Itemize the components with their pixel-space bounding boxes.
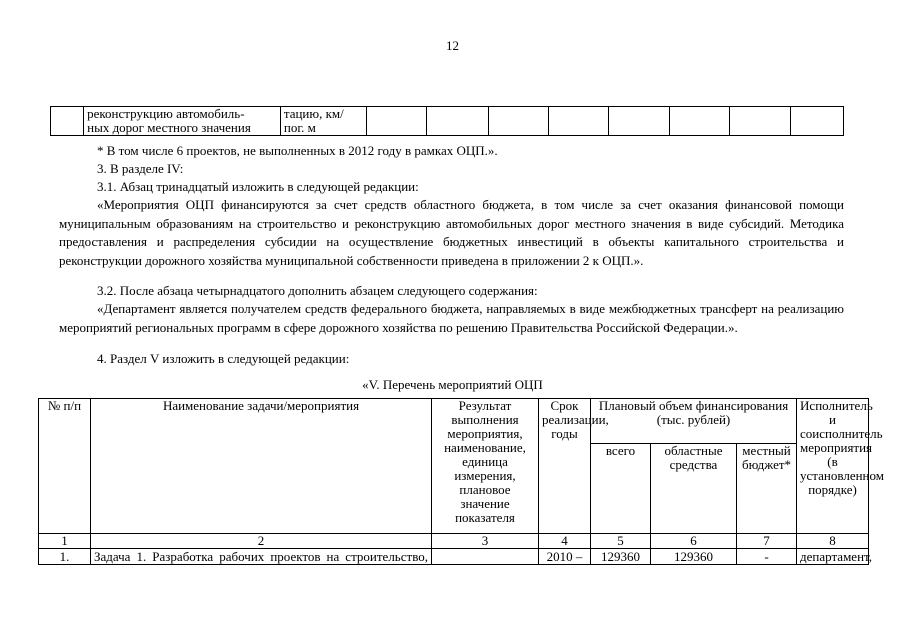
column-number: 6	[651, 534, 737, 549]
table-cell: реконструкцию автомобиль- ных дорог местного значения	[84, 107, 281, 136]
measures-table	[38, 398, 884, 565]
header-total: всего	[591, 444, 651, 534]
table-cell	[367, 107, 427, 136]
header-term: Срок реализации, годы	[539, 399, 591, 534]
header-executor: Исполнитель и соисполнитель мероприятия (в установленном порядке)	[797, 399, 869, 534]
paragraph: «Мероприятия ОЦП финансируются за счет средств областного бюджета, в том числе за счет оказания финансовой помощи муниципальным образованиям на строительство и реконструкцию автомобильных дорог местного значения в виде субсидий. Методика предоставления и распределения субсидии на осуществление бюджетных инвестиций в объекты капитального строительства и реконструкции дорожного хозяйства муниципальной собственности приведена в приложении 2 к ОЦП.».	[59, 197, 844, 268]
table-header-row	[39, 399, 869, 444]
header-regional: областные средства	[651, 444, 737, 534]
column-number: 2	[91, 534, 432, 549]
table-cell	[427, 107, 488, 136]
page-number: 12	[446, 38, 459, 53]
header-result: Результат выполнения мероприятия, наименование, единица измерения, плановое значение показателя	[432, 399, 539, 534]
table-cell: тацию, км/ пог. м	[280, 107, 366, 136]
row-local: -	[737, 549, 797, 565]
column-number: 8	[797, 534, 869, 549]
row-name: Задача 1. Разработка рабочих проектов на строительство,	[91, 549, 432, 565]
table-cell	[609, 107, 670, 136]
table-row	[39, 549, 869, 565]
paragraph: 4. Раздел V изложить в следующей редакции:	[97, 351, 350, 366]
paragraph: «Департамент является получателем средств федерального бюджета, направляемых в виде межбюджетных трансферт на реализацию мероприятий региональных программ в сфере дорожного хозяйства по решению Правительства Российской Федерации.».	[59, 301, 844, 335]
table-cell	[790, 107, 843, 136]
table-cell	[730, 107, 790, 136]
row-total: 129360	[591, 549, 651, 565]
paragraph: 3. В разделе IV:	[97, 161, 184, 176]
column-number: 3	[432, 534, 539, 549]
row-regional: 129360	[651, 549, 737, 565]
header-name: Наименование задачи/мероприятия	[91, 399, 432, 534]
row-executor: департамент,	[797, 549, 869, 565]
column-number: 4	[539, 534, 591, 549]
continued-table	[50, 106, 844, 136]
table-row	[51, 107, 844, 136]
header-plan: Плановый объем финансирования (тыс. рублей)	[591, 399, 797, 444]
table-cell	[51, 107, 84, 136]
column-number: 7	[737, 534, 797, 549]
table-cell	[488, 107, 548, 136]
header-local: местный бюджет*	[737, 444, 797, 534]
table-cell	[548, 107, 608, 136]
section-title: «V. Перечень мероприятий ОЦП	[362, 377, 543, 392]
row-term: 2010 –	[539, 549, 591, 565]
column-number: 5	[591, 534, 651, 549]
footnote: * В том числе 6 проектов, не выполненных в 2012 году в рамках ОЦП.».	[97, 143, 498, 158]
row-num: 1.	[39, 549, 91, 565]
table-cell	[670, 107, 730, 136]
column-number: 1	[39, 534, 91, 549]
column-number-row	[39, 534, 869, 549]
row-result	[432, 549, 539, 565]
paragraph: 3.1. Абзац тринадцатый изложить в следующей редакции:	[97, 179, 419, 194]
paragraph: 3.2. После абзаца четырнадцатого дополнить абзацем следующего содержания:	[97, 283, 538, 298]
header-num: № п/п	[39, 399, 91, 534]
